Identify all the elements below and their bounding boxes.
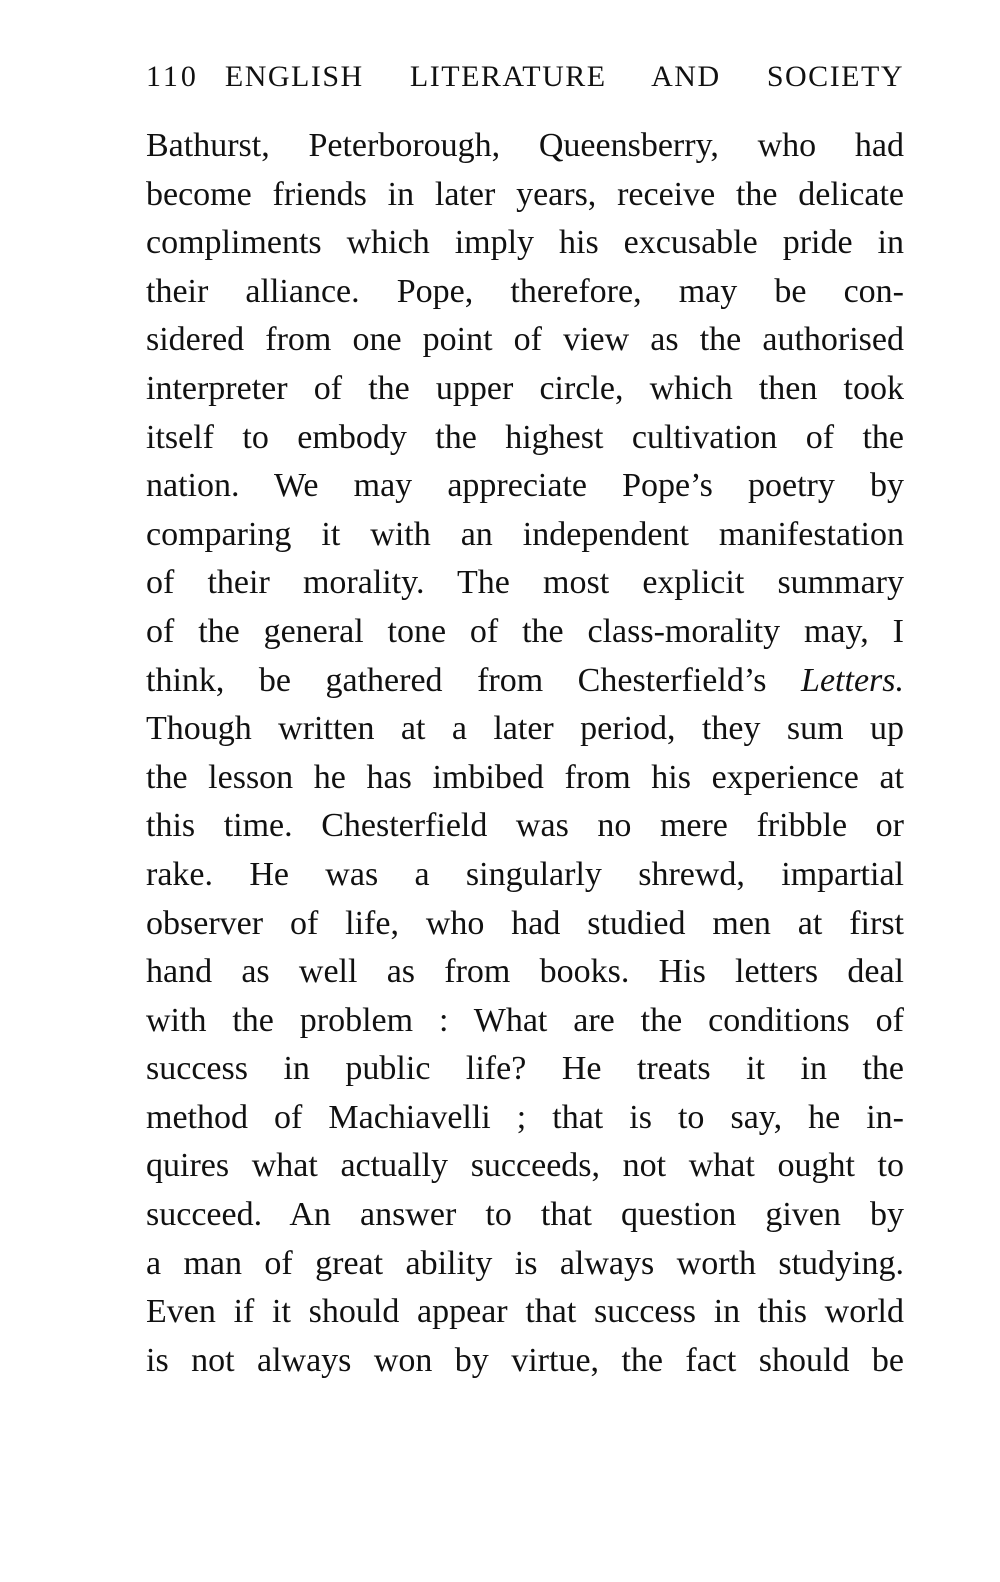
text-line: Even if it should appear that success in this world bbox=[146, 1293, 904, 1331]
text-line: success in public life? He treats it in the bbox=[146, 1050, 904, 1088]
text-line: this time. Chesterfield was no mere fribble or bbox=[146, 807, 904, 845]
italic-book-title: Letters. bbox=[801, 661, 904, 699]
text-line: itself to embody the highest cultivation of the bbox=[146, 418, 904, 456]
running-title: ENGLISH LITERATURE AND SOCIETY bbox=[224, 60, 904, 93]
text-line: the lesson he has imbibed from his experience at bbox=[146, 758, 904, 796]
text-line: quires what actually succeeds, not what ought to bbox=[146, 1147, 904, 1185]
text-line: of their morality. The most explicit summary bbox=[146, 564, 904, 602]
text-line: of the general tone of the class-morality may, I bbox=[146, 612, 904, 650]
text-line-with-italic-title bbox=[146, 657, 904, 706]
text-line: comparing it with an independent manifestation bbox=[146, 515, 904, 553]
text-line: interpreter of the upper circle, which then took bbox=[146, 369, 904, 407]
text-line: a man of great ability is always worth studying. bbox=[146, 1244, 904, 1282]
body-text bbox=[146, 122, 904, 1385]
text-line: rake. He was a singularly shrewd, impartial bbox=[146, 855, 904, 893]
page-number: 110 bbox=[146, 60, 199, 93]
text-line: hand as well as from books. His letters deal bbox=[146, 953, 904, 991]
text-line: compliments which imply his excusable pride in bbox=[146, 224, 904, 262]
text-line: is not always won by virtue, the fact should be bbox=[146, 1341, 904, 1379]
text-line: observer of life, who had studied men at first bbox=[146, 904, 904, 942]
text-line: Bathurst, Peterborough, Queensberry, who had bbox=[146, 127, 904, 164]
text-line: their alliance. Pope, therefore, may be con- bbox=[146, 272, 904, 310]
text-line: Though written at a later period, they sum up bbox=[146, 710, 904, 748]
text-line: nation. We may appreciate Pope’s poetry by bbox=[146, 467, 904, 505]
running-head bbox=[146, 60, 904, 100]
text-line: become friends in later years, receive the delicate bbox=[146, 175, 904, 213]
text-line: method of Machiavelli ; that is to say, he in- bbox=[146, 1098, 904, 1136]
text-line: sidered from one point of view as the authorised bbox=[146, 321, 904, 359]
text-line: succeed. An answer to that question given by bbox=[146, 1196, 904, 1234]
text-line-start: think, be gathered from Chesterfield’s bbox=[146, 661, 767, 699]
text-line: with the problem : What are the conditions of bbox=[146, 1001, 904, 1039]
